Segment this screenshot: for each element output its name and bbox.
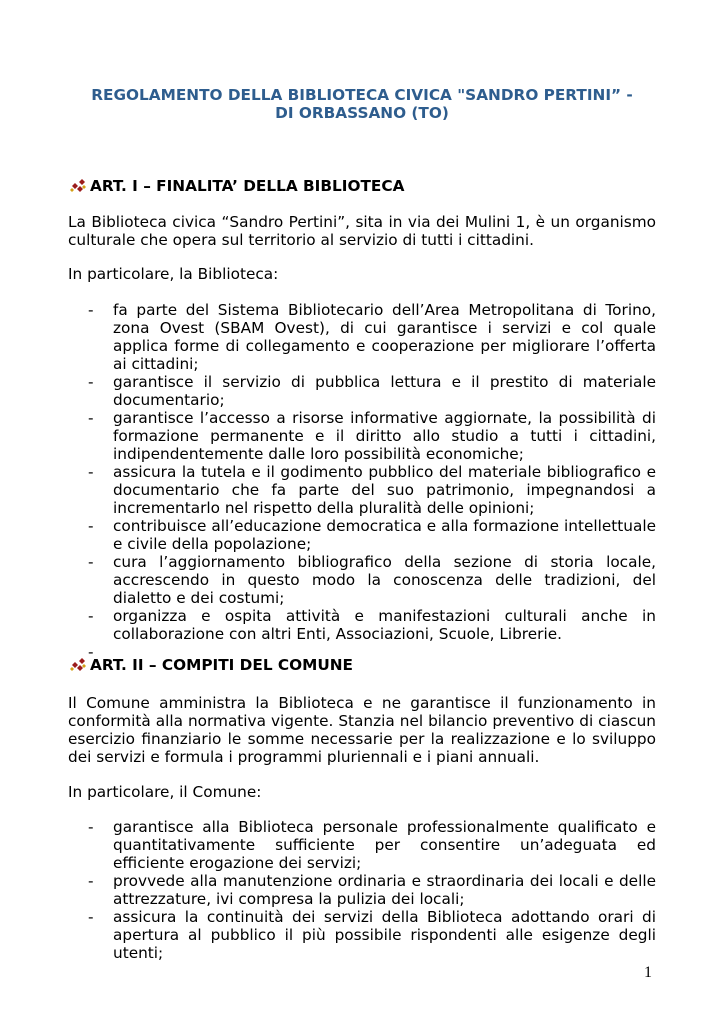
page-number: 1	[644, 964, 652, 981]
document-title-line-2: DI ORBASSANO (TO)	[275, 104, 449, 122]
list-item: - provvede alla manutenzione ordinaria e straordinaria dei locali e delle attrezzature, ivi compresa la pulizia dei locali;	[88, 872, 656, 908]
document-title-line-1: REGOLAMENTO DELLA BIBLIOTECA CIVICA "SANDRO PERTINI” -	[91, 86, 633, 104]
list-item: - assicura la tutela e il godimento pubblico del materiale bibliografico e documentario che fa parte del suo patrimonio, impegnandosi a incrementarlo nel rispetto della pluralità delle opinioni;	[88, 463, 656, 517]
article-2-paragraph-2: In particolare, il Comune:	[68, 783, 262, 801]
article-1-heading	[68, 177, 656, 195]
list-item: - garantisce alla Biblioteca personale professionalmente qualificato e quantitativamente sufficiente per consentire un’adeguata ed efficiente erogazione dei servizi;	[88, 818, 656, 872]
list-item: - garantisce il servizio di pubblica lettura e il prestito di materiale documentario;	[88, 373, 656, 409]
article-1-paragraph-2: In particolare, la Biblioteca:	[68, 265, 279, 283]
article-1-heading-text: ART. I – FINALITA’ DELLA BIBLIOTECA	[90, 177, 405, 195]
list-item: - organizza e ospita attività e manifestazioni culturali anche in collaborazione con altri Enti, Associazioni, Scuole, Librerie.	[88, 607, 656, 643]
article-2-paragraph-1: Il Comune amministra la Biblioteca e ne garantisce il funzionamento in conformità alla normativa vigente. Stanzia nel bilancio preventivo di ciascun esercizio finanziario le somme necessarie per la realizzazione e lo sviluppo dei servizi e formula i programmi pluriennali e i piani annuali.	[68, 694, 656, 766]
article-2-heading	[68, 656, 656, 674]
diamond-bullet-icon	[68, 178, 88, 194]
diamond-bullet-icon	[68, 657, 88, 673]
list-item: -	[88, 643, 94, 661]
article-2-list	[68, 818, 656, 962]
list-item: - contribuisce all’educazione democratica e alla formazione intellettuale e civile della popolazione;	[88, 517, 656, 553]
document-title	[68, 86, 656, 122]
article-1-list	[68, 301, 656, 661]
article-1-paragraph-1: La Biblioteca civica “Sandro Pertini”, sita in via dei Mulini 1, è un organismo culturale che opera sul territorio al servizio di tutti i cittadini.	[68, 213, 656, 249]
list-item: - assicura la continuità dei servizi della Biblioteca adottando orari di apertura al pubblico il più possibile rispondenti alle esigenze degli utenti;	[88, 908, 656, 962]
list-item: - cura l’aggiornamento bibliografico della sezione di storia locale, accrescendo in questo modo la conoscenza delle tradizioni, del dialetto e dei costumi;	[88, 553, 656, 607]
article-2-heading-text: ART. II – COMPITI DEL COMUNE	[90, 656, 354, 674]
list-item: - fa parte del Sistema Bibliotecario dell’Area Metropolitana di Torino, zona Ovest (SBAM Ovest), di cui garantisce i servizi e col quale applica forme di collegamento e cooperazione per migliorare l’offerta ai cittadini;	[88, 301, 656, 373]
list-item: - garantisce l’accesso a risorse informative aggiornate, la possibilità di formazione permanente e il diritto allo studio a tutti i cittadini, indipendentemente dalle loro possibilità economiche;	[88, 409, 656, 463]
